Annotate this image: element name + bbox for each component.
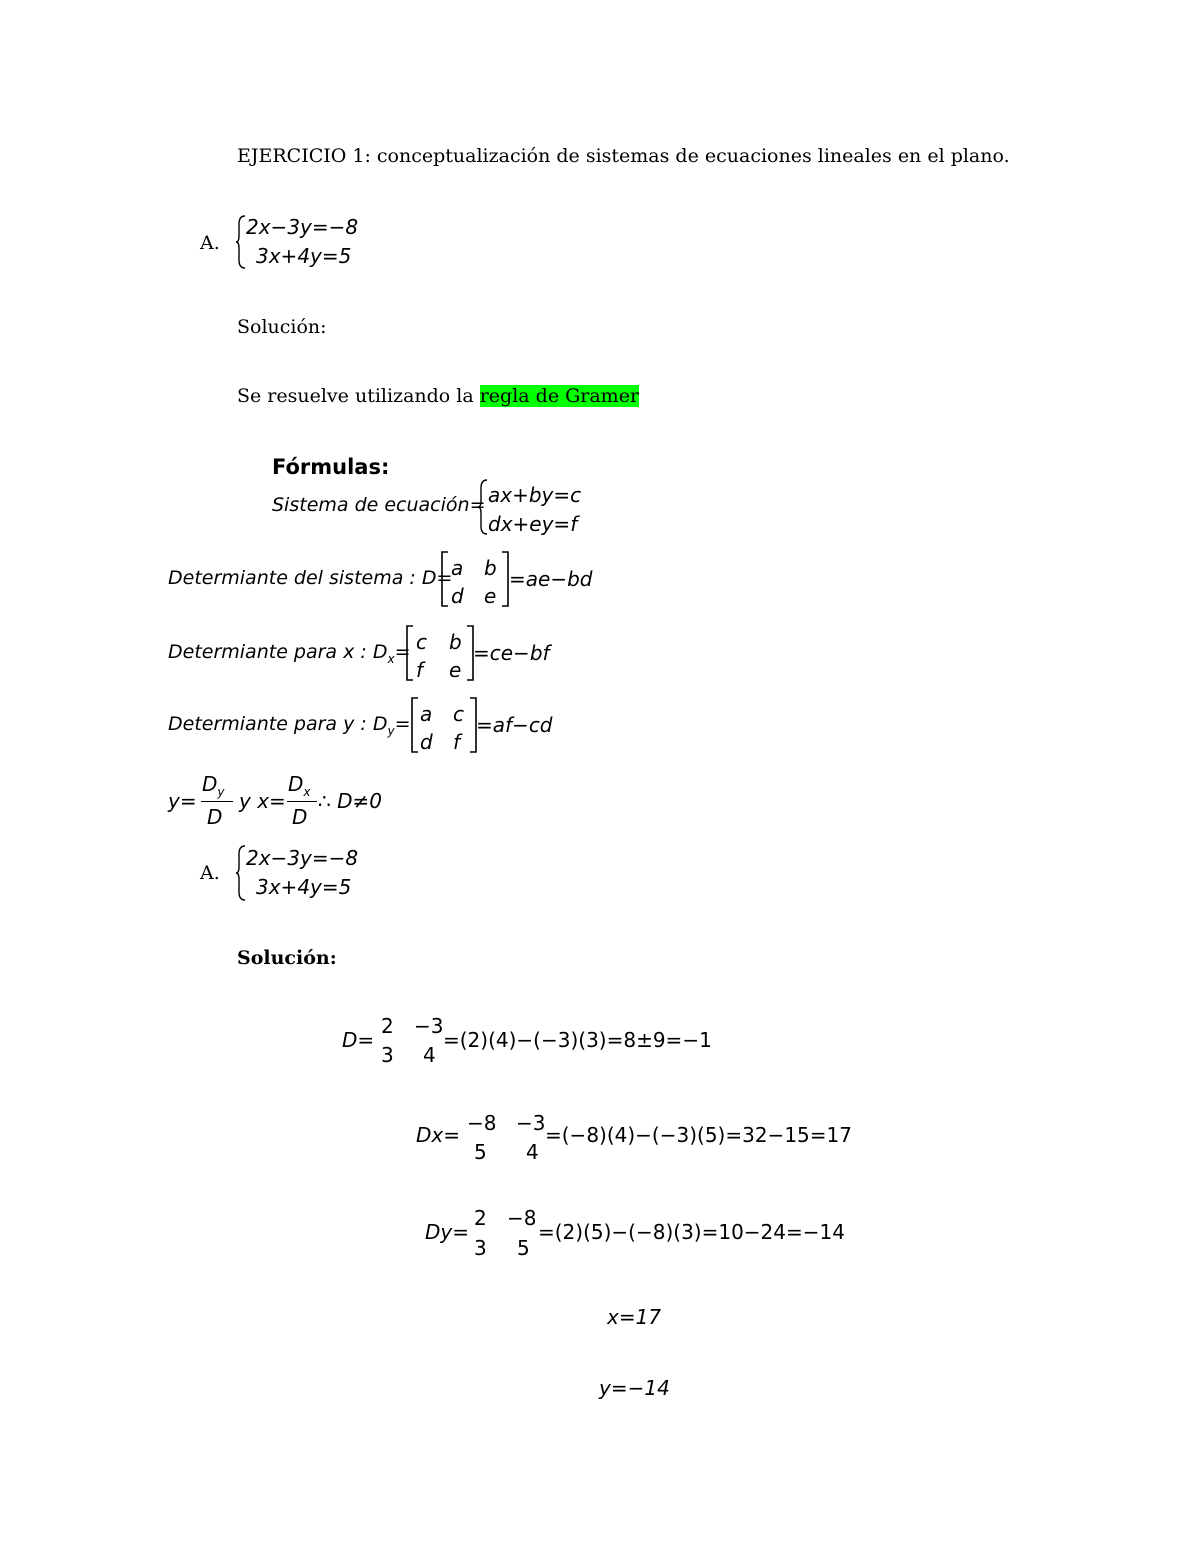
sol-d-m11: 2	[381, 1014, 394, 1038]
system-a-eq2: 3x+4y=5	[256, 244, 352, 268]
sol-d-m12: −3	[414, 1014, 444, 1038]
result-y: y=−14	[599, 1376, 670, 1400]
sol-dy-m12: −8	[507, 1206, 537, 1230]
method-highlight: regla de Gramer	[479, 385, 640, 407]
sol-d-result: =(2)(4)−(−3)(3)=8±9=−1	[443, 1028, 712, 1052]
sol-dy-m21: 3	[474, 1236, 487, 1260]
det-x-result: =ce−bf	[473, 641, 550, 665]
detx-m12: b	[449, 630, 462, 654]
sol-dx-m12: −3	[516, 1111, 546, 1135]
dety-m21: d	[420, 730, 433, 754]
cramer-y-num: $D_y$	[202, 772, 225, 799]
cramer-y-den: D	[207, 805, 223, 829]
system-a2-eq1: 2x−3y=−8	[246, 846, 359, 870]
det-y-result: =af−cd	[476, 713, 553, 737]
fraction-bar	[287, 801, 317, 802]
det-y-label: Determiante para y : $D_y=$	[168, 713, 411, 738]
cramer-condition: ∴ D≠0	[318, 789, 382, 813]
sol-dx-label: Dx=	[416, 1123, 460, 1147]
detx-m11: c	[416, 630, 427, 654]
formula-system-eq1: ax+by=c	[488, 483, 582, 507]
det-m12: b	[484, 556, 497, 580]
sol-dx-m21: 5	[474, 1140, 487, 1164]
detx-m22: e	[449, 658, 462, 682]
formula-system-eq2: dx+ey=f	[488, 512, 578, 536]
det-m11: a	[451, 556, 464, 580]
method-prefix: Se resuelve utilizando la	[237, 385, 480, 407]
det-m21: d	[451, 584, 464, 608]
sol-dx-result: =(−8)(4)−(−3)(5)=32−15=17	[545, 1123, 852, 1147]
system-a-eq1: 2x−3y=−8	[246, 215, 359, 239]
solution-label: Solución:	[237, 316, 327, 338]
det-system-result: =ae−bd	[509, 567, 593, 591]
det-system-label: Determiante del sistema : D=	[168, 567, 453, 589]
matrix-brackets-icon	[404, 624, 476, 682]
det-m22: e	[484, 584, 497, 608]
dety-m22: f	[453, 730, 461, 754]
detx-m21: f	[416, 658, 424, 682]
sol-dx-m22: 4	[526, 1140, 539, 1164]
sol-dy-m22: 5	[517, 1236, 530, 1260]
det-x-label: Determiante para x : $D_x=$	[168, 641, 411, 666]
dety-m11: a	[420, 702, 433, 726]
system-a2-label: A.	[200, 862, 220, 884]
formulas-title: Fórmulas:	[272, 455, 390, 479]
cramer-x-den: D	[292, 805, 308, 829]
system-a-label: A.	[200, 232, 220, 254]
sol-dy-result: =(2)(5)−(−8)(3)=10−24=−14	[538, 1220, 845, 1244]
cramer-y-eq: y=	[168, 789, 197, 813]
sol-d-label: D=	[342, 1028, 375, 1052]
solution-label-bold: Solución:	[237, 947, 337, 969]
cramer-x-num: $D_x$	[288, 772, 311, 799]
method-line	[237, 385, 639, 407]
sol-dy-m11: 2	[474, 1206, 487, 1230]
dety-m12: c	[453, 702, 464, 726]
sol-d-m21: 3	[381, 1043, 394, 1067]
sol-dy-label: Dy=	[425, 1220, 469, 1244]
matrix-brackets-icon	[439, 550, 511, 608]
formula-system-label: Sistema de ecuación=	[272, 494, 486, 516]
fraction-bar	[201, 801, 233, 802]
sol-d-m22: 4	[423, 1043, 436, 1067]
cramer-mid: y x=	[239, 789, 286, 813]
sol-dx-m11: −8	[467, 1111, 497, 1135]
page-heading: EJERCICIO 1: conceptualización de sistemas de ecuaciones lineales en el plano.	[237, 145, 1010, 167]
result-x: x=17	[607, 1305, 662, 1329]
system-a2-eq2: 3x+4y=5	[256, 875, 352, 899]
